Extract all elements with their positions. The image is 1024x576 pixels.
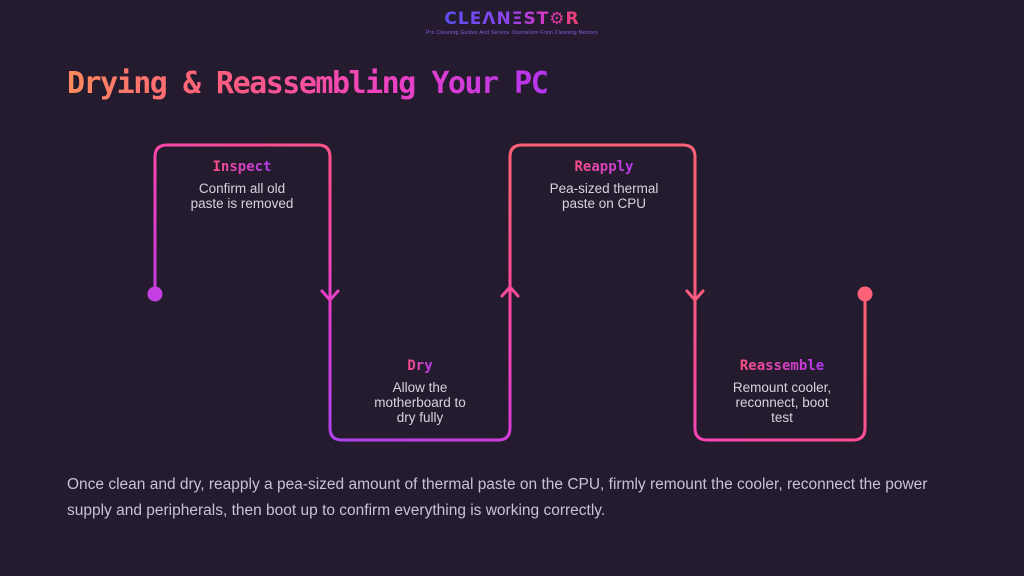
step-description xyxy=(516,181,692,211)
logo-wordmark: CLEΛNΞST⚙R xyxy=(444,9,580,29)
step-desc-line: paste on CPU xyxy=(561,196,647,211)
summary-text: Once clean and dry, reapply a pea-sized amount of thermal paste on the CPU, firmly remount the cooler, reconnect the power supply and peripherals, then boot up to confirm everything is working correctly. xyxy=(67,476,928,519)
step-description xyxy=(154,181,330,211)
step-desc-line: Confirm all old xyxy=(198,181,286,196)
page-title: Drying & Reassembling Your PC xyxy=(67,64,547,104)
step-title: Reapply xyxy=(574,159,634,175)
step-desc-line: Pea-sized thermal xyxy=(549,181,659,196)
step-desc-line: reconnect, boot xyxy=(735,395,829,410)
logo-tagline: Pro Cleaning Guides And Service Journalism From Cleaning Nestors xyxy=(426,30,598,36)
step-reapply xyxy=(516,158,692,211)
step-title: Inspect xyxy=(212,159,272,175)
step-dry xyxy=(332,357,508,425)
step-reassemble xyxy=(694,357,870,425)
step-description xyxy=(332,380,508,425)
step-inspect xyxy=(154,158,330,211)
step-description xyxy=(694,380,870,425)
step-desc-line: dry fully xyxy=(396,410,444,425)
step-desc-line: Remount cooler, xyxy=(732,380,832,395)
step-desc-line: test xyxy=(771,410,793,425)
step-desc-line: Allow the xyxy=(392,380,448,395)
step-title: Dry xyxy=(407,358,433,374)
step-desc-line: paste is removed xyxy=(190,196,294,211)
start-dot xyxy=(148,287,163,302)
end-dot xyxy=(858,287,873,302)
step-desc-line: motherboard to xyxy=(374,395,466,410)
step-title: Reassemble xyxy=(739,358,825,374)
